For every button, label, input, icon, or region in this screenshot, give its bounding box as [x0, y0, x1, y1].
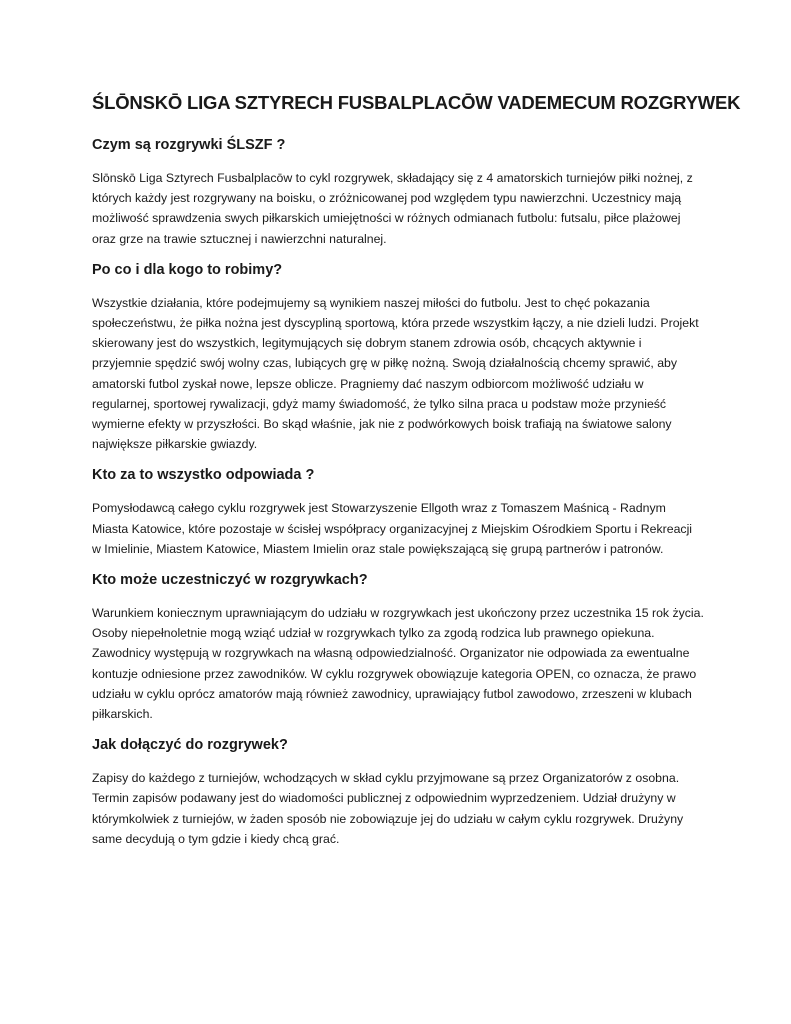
section-heading: Jak dołączyć do rozgrywek? — [92, 737, 288, 754]
section-body: Warunkiem koniecznym uprawniającym do udziału w rozgrywkach jest ukończony przez uczestnika 15 rok życia. Osoby niepełnoletnie mogą wziąć udział w rozgrywkach tylko za zgodą rodzica lub prawnego opiekuna. Zawodnicy występują w rozgrywkach na własną odpowiedzialność. Organizator nie odpowiada za ewentualne kontuzje odniesione przez zawodników. W cyklu rozgrywek obowiązuje kategoria OPEN, co oznacza, że prawo udziału w cyklu oprócz amatorów mają również zawodnicy, uprawiający futbol zawodowo, zrzeszeni w klubach piłkarskich. — [92, 606, 704, 722]
section-heading: Kto za to wszystko odpowiada ? — [92, 467, 315, 484]
document-content — [92, 92, 741, 861]
section-body: Pomysłodawcą całego cyklu rozgrywek jest Stowarzyszenie Ellgoth wraz z Tomaszem Maśnicą - Radnym Miasta Katowice, które pozostaje w ścisłej współpracy organizacyjnej z Miejskim Ośrodkiem Sportu i Rekreacji w Imielinie, Miastem Katowice, Miastem Imielin oraz stale powiększającą się grupą partnerów i patronów. — [92, 501, 693, 556]
section-body: Zapisy do każdego z turniejów, wchodzących w skład cyklu przyjmowane są przez Organizatorów z osobna. Termin zapisów podawany jest do wiadomości publicznej z odpowiednim wyprzedzeniem. Udział drużyny w którymkolwiek z turniejów, w żaden sposób nie zobowiązuje jej do udziału w całym cyklu rozgrywek. Drużyny same decydują o tym gdzie i kiedy chcą grać. — [92, 771, 684, 846]
section-how-to-join — [92, 736, 704, 849]
section-body: Wszystkie działania, które podejmujemy są wynikiem naszej miłości do futbolu. Jest to chęć pokazania społeczeństwu, że piłka nożna jest dyscypliną sportową, która przede wszystkim łączy, a nie dzieli ludzi. Projekt skierowany jest do wszystkich, legitymujących się dobrym stanem zdrowia osób, chcących aktywnie i przyjemnie spędzić swój wolny czas, lubiących grę w piłkę nożną. Swoją działalnością chcemy sprawić, aby amatorski futbol zyskał nowe, lepsze oblicze. Pragniemy dać naszym odbiorcom możliwość udziału w regularnej, sportowej rywalizacji, gdyż mamy świadomość, że tylko silna praca u podstaw może przynieść wymierne efekty w przyszłości. Bo skąd właśnie, jak nie z podwórkowych boisk trafiają na światowe salony największe piłkarskie gwiazdy. — [92, 295, 699, 452]
section-who-can-participate — [92, 571, 704, 724]
section-who-is-responsible — [92, 466, 704, 559]
document-title: ŚLŌNSKŌ LIGA SZTYRECH FUSBALPLACŌW VADEMECUM ROZGRYWEK — [92, 92, 741, 113]
section-why-and-for-whom — [92, 261, 704, 455]
section-heading: Po co i dla kogo to robimy? — [92, 261, 283, 278]
section-heading: Czym są rozgrywki ŚLSZF ? — [92, 137, 286, 153]
section-heading: Kto może uczestniczyć w rozgrywkach? — [92, 572, 368, 589]
section-body: Slōnskō Liga Sztyrech Fusbalplacōw to cykl rozgrywek, składający się z 4 amatorskich turniejów piłki nożnej, z których każdy jest rozgrywany na boisku, o zróżnicowanej pod względem typu nawierzchni. Uczestnicy mają możliwość sprawdzenia swych piłkarskich umiejętności w różnych odmianach futbolu: futsalu, piłce plażowej oraz grze na trawie sztucznej i nawierzchni naturalnej. — [92, 171, 693, 246]
section-what-are-games — [92, 136, 704, 249]
